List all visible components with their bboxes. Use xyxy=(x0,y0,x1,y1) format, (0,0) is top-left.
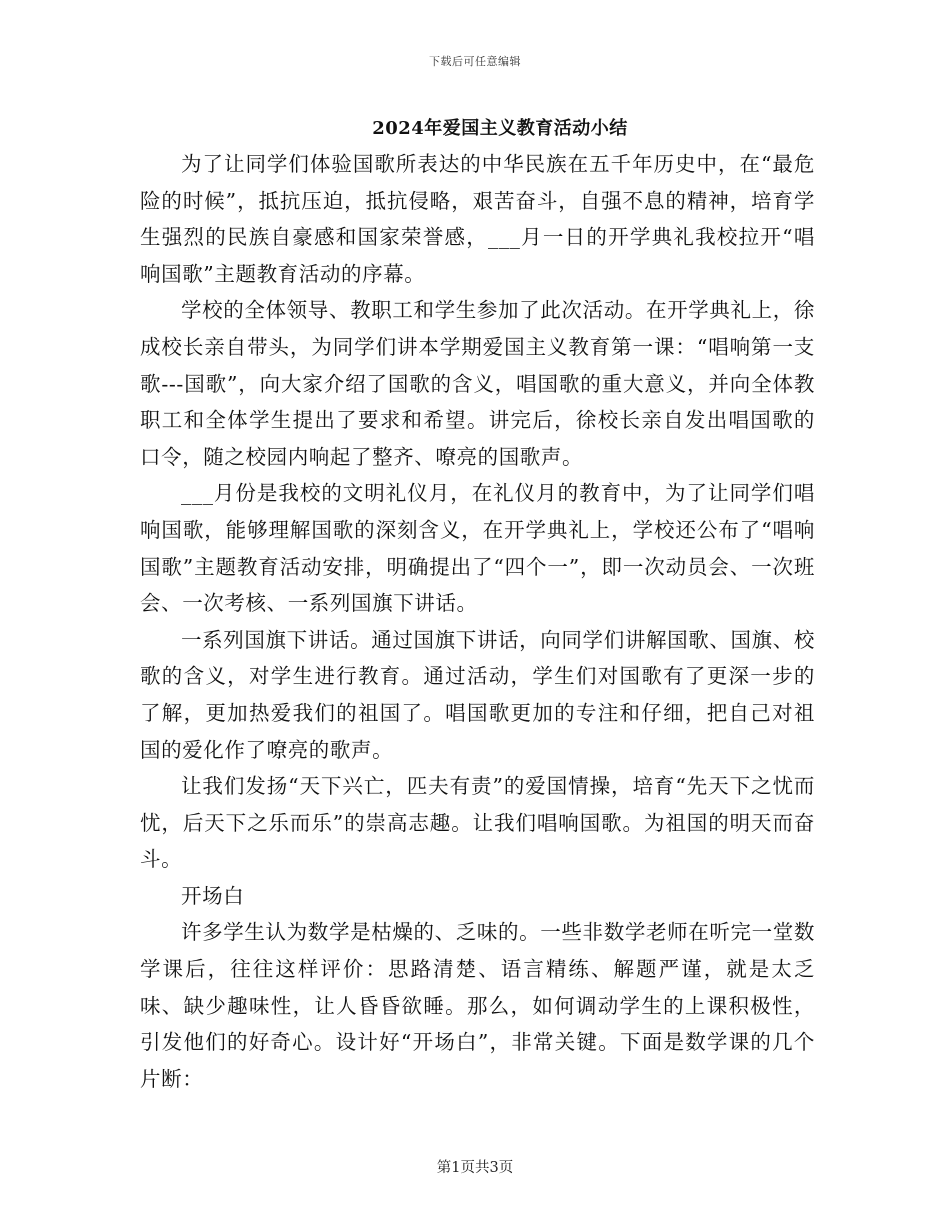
paragraph: ___月份是我校的文明礼仪月，在礼仪月的教育中，为了让同学们唱响国歌，能够理解国歌的深刻含义，在开学典礼上，学校还公布了“唱响国歌”主题教育活动安排，明确提出了“四个一”，即一次动员会、一次班会、一次考核、一系列国旗下讲话。 xyxy=(140,481,815,616)
paragraph: 许多学生认为数学是枯燥的、乏味的。一些非数学老师在听完一堂数学课后，往往这样评价：思路清楚、语言精练、解题严谨，就是太乏味、缺少趣味性，让人昏昏欲睡。那么，如何调动学生的上课积极性，引发他们的好奇心。设计好“开场白”，非常关键。下面是数学课的几个片断： xyxy=(140,920,815,1091)
paragraph: 学校的全体领导、教职工和学生参加了此次活动。在开学典礼上，徐成校长亲自带头，为同学们讲本学期爱国主义教育第一课：“唱响第一支歌---国歌”，向大家介绍了国歌的含义，唱国歌的重大意义，并向全体教职工和全体学生提出了要求和希望。讲完后，徐校长亲自发出唱国歌的口令，随之校园内响起了整齐、嘹亮的国歌声。 xyxy=(140,298,815,469)
page-number: 第1页共3页 xyxy=(436,1160,514,1176)
page-header-note: 下载后可任意编辑 xyxy=(429,55,521,68)
paragraph: 一系列国旗下讲话。通过国旗下讲话，向同学们讲解国歌、国旗、校歌的含义，对学生进行教育。通过活动，学生们对国歌有了更深一步的了解，更加热爱我们的祖国了。唱国歌更加的专注和仔细，把自己对祖国的爱化作了嘹亮的歌声。 xyxy=(140,627,815,762)
paragraph: 为了让同学们体验国歌所表达的中华民族在五千年历史中，在“最危险的时候”，抵抗压迫，抵抗侵略，艰苦奋斗，自强不息的精神，培育学生强烈的民族自豪感和国家荣誉感，___月一日的开学典礼我校拉开“唱响国歌”主题教育活动的序幕。 xyxy=(140,152,815,286)
document-title: 2024年爱国主义教育活动小结 xyxy=(372,118,628,139)
section-heading: 开场白 xyxy=(181,883,245,908)
document-body xyxy=(140,146,815,1097)
paragraph: 让我们发扬“天下兴亡，匹夫有责”的爱国情操，培育“先天下之忧而忧，后天下之乐而乐”的崇高志趣。让我们唱响国歌。为祖国的明天而奋斗。 xyxy=(140,774,815,872)
